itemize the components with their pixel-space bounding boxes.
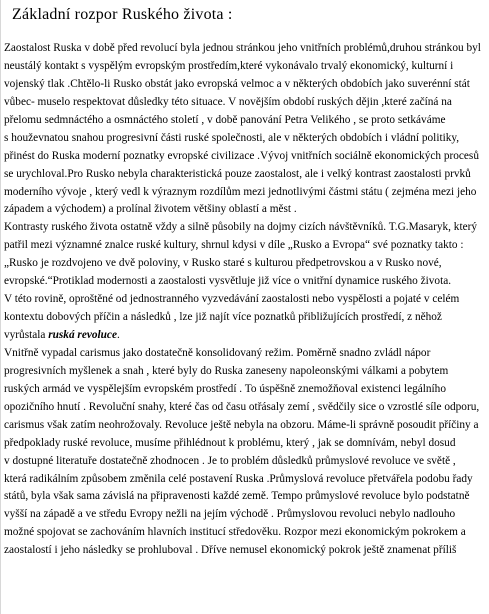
text-line bbox=[4, 112, 489, 130]
text-run: progresivních myšlenek a snah , které byly do Ruska zaneseny napoleonskými válkami a pobytem bbox=[4, 364, 449, 377]
text-run: vyrůstala bbox=[4, 329, 49, 341]
text-run: opozičního hnutí . Revoluční snahy, které čas od času otřásaly zemí , svědčily sice o vzrostlé síle odporu, bbox=[4, 400, 480, 413]
text-line bbox=[4, 237, 489, 255]
text-line bbox=[4, 435, 489, 453]
text-line bbox=[4, 327, 489, 345]
text-run: zaostalostí i jeho následky se prohluboval . Dříve nemusel ekonomický pokrok ještě znamenat příliš bbox=[4, 544, 457, 557]
page-margin-line bbox=[0, 0, 1, 614]
text-run: neustálý kontakt s vyspělým evropským prostředím,které vykonávalo trvalý ekonomický, kulturní i bbox=[4, 59, 454, 72]
text-line bbox=[4, 309, 489, 327]
text-line bbox=[4, 201, 489, 219]
text-line bbox=[4, 488, 489, 506]
text-line bbox=[4, 148, 489, 166]
text-run: moderního vývoje , který vedl k výraznym rozdílům mezi jednotlivými částmi státu ( zejména mezi jeho bbox=[4, 185, 477, 198]
text-line bbox=[4, 453, 489, 471]
text-run: států, byla však sama závislá na připravenosti každé země. Tempo průmyslové revoluce bylo podstatně bbox=[4, 490, 470, 503]
text-run: Zaostalost Ruska v době před revolucí byla jednou stránkou jeho vnitřních problémů,druhou stránkou byl bbox=[4, 42, 481, 54]
text-run: se urychloval.Pro Rusko nebyla charakteristická pouze zaostalost, ale i velký kontrast zaostalosti prvků bbox=[4, 167, 471, 180]
text-line bbox=[4, 291, 489, 309]
text-line bbox=[4, 94, 489, 112]
text-run: „Rusko je rozdvojeno ve dvě poloviny, v Rusko staré s kulturou předpetrovskou a v Rusko nové, bbox=[4, 257, 442, 270]
text-line bbox=[4, 40, 489, 58]
text-run: možné spojovat se zachováním hlavních institucí středověku. Rozpor mezi ekonomickým pokrokem a bbox=[4, 526, 466, 539]
text-line bbox=[4, 506, 489, 524]
text-run: západem a východem) a prolínal životem většiny oblastí a měst . bbox=[4, 203, 297, 216]
emphasized-term: ruská revoluce bbox=[48, 329, 117, 341]
text-line bbox=[4, 524, 489, 542]
text-line bbox=[4, 363, 489, 381]
text-line bbox=[4, 471, 489, 489]
text-line bbox=[4, 542, 489, 560]
text-line bbox=[4, 58, 489, 76]
document-heading: Základní rozpor Ruského života : bbox=[12, 6, 233, 23]
text-run: vojenský tlak .Chtělo-li Rusko obstát jako evropská velmoc a v některých obdobích jako suverénní stát bbox=[4, 77, 470, 90]
text-run: Kontrasty ruského života ostatně vždy a silně působily na dojmy cizích návštěvníků. T.G.Masaryk, který bbox=[4, 221, 478, 234]
text-run: kontextu dobových příčin a následků , lze již najít více poznatků přibližujících prostředí, z něhož bbox=[4, 311, 442, 324]
document-body bbox=[4, 40, 489, 560]
text-run: vyšší na západě a ve středu Evropy nežli na jejím východě . Průmyslovou revoluci nebylo nadlouho bbox=[4, 508, 456, 521]
text-line bbox=[4, 345, 489, 363]
text-run: s houževnatou snahou progresivní části ruské společnosti, ale v některých obdobích i vládní politiky, bbox=[4, 131, 460, 144]
text-run: přelomu sedmnáctého a osmnáctého století , v době panování Petra Velikého , se proto setkáváme bbox=[4, 113, 446, 126]
text-run: V této rovině, oproštěné od jednostranného vyzvedávání zaostalosti nebo vyspělosti a pojaté v celém bbox=[4, 293, 460, 306]
text-run: v dostupné literatuře dostatečně zhodnocen . Je to problém důsledků průmyslové revoluce ve světě , bbox=[4, 454, 456, 467]
text-line bbox=[4, 273, 489, 291]
text-run: která radikálním způsobem změnila celé postavení Ruska .Průmyslová revoluce přetvářela podobu řady bbox=[4, 472, 473, 485]
text-line bbox=[4, 76, 489, 94]
text-line bbox=[4, 130, 489, 148]
text-line bbox=[4, 219, 489, 237]
text-line bbox=[4, 166, 489, 184]
text-line bbox=[4, 255, 489, 273]
text-run: přinést do Ruska moderní poznatky evropské civilizace .Vývoj vnitřních sociálně ekonomických procesů bbox=[4, 149, 479, 162]
text-line bbox=[4, 381, 489, 399]
text-line bbox=[4, 417, 489, 435]
text-line bbox=[4, 399, 489, 417]
text-line bbox=[4, 184, 489, 202]
text-run: ruských armád ve vyspělejším evropském prostředí . To úspěšně znemožňoval existenci legálního bbox=[4, 382, 446, 395]
text-run: vůbec- muselo respektovat důsledky této situace. V novějším období ruských dějin ,které začíná na bbox=[4, 95, 452, 108]
text-run: carismus však zatím neohrožovaly. Revoluce ještě nebyla na obzoru. Máme-li správně posoudit příčiny a bbox=[4, 418, 479, 431]
text-run: evropské.“Protiklad modernosti a zaostalosti vysvětluje již více o vnitřní dynamice ruského života. bbox=[4, 275, 452, 288]
text-run: patřil mezi významné znalce ruské kultury, shrnul kdysi v díle „Rusko a Evropa“ své poznatky takto : bbox=[4, 239, 464, 252]
text-run-tail: . bbox=[116, 329, 120, 341]
text-run: Vnitřně vypadal carismus jako dostatečně konsolidovaný režim. Poměrně snadno zvládl nápor bbox=[4, 346, 431, 359]
text-run: předpoklady ruské revoluce, musíme přihlédnout k problému, který , jak se domnívám, nebyl dosud bbox=[4, 436, 456, 449]
